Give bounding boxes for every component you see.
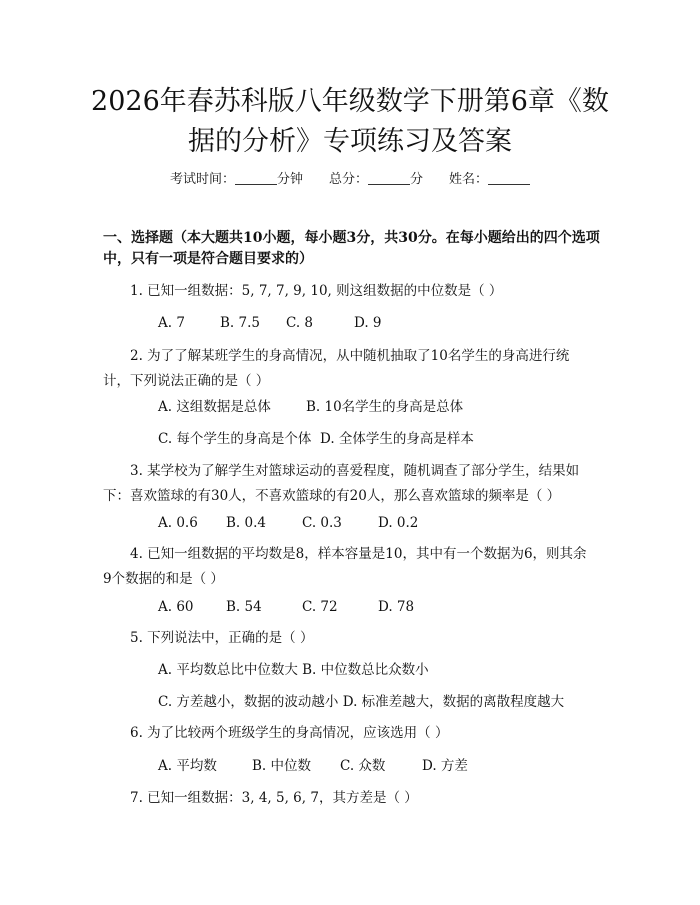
option-d: D. 全体学生的身高是样本 <box>320 431 474 447</box>
time-blank <box>235 172 277 185</box>
option-d: D. 0.2 <box>378 515 419 531</box>
option-c: C. 8 <box>286 315 314 331</box>
question-1-options <box>158 313 382 333</box>
option-b: B. 10名学生的身高是总体 <box>306 399 464 415</box>
score-unit: 分 <box>410 172 424 187</box>
option-a: A. 7 <box>158 315 185 331</box>
exam-info-line <box>0 168 700 187</box>
option-c: C. 众数 <box>340 758 386 774</box>
question-3-options <box>158 513 418 533</box>
option-c: C. 方差越小，数据的波动越小 <box>158 694 339 710</box>
time-unit: 分钟 <box>276 172 303 187</box>
option-b: B. 54 <box>226 599 262 615</box>
option-b: B. 7.5 <box>220 315 260 331</box>
section-heading: 一、选择题（本大题共10小题，每小题3分，共30分。在每小题给出的四个选项中，只有一项是符合题目要求的） <box>103 230 600 267</box>
option-d: D. 9 <box>354 315 382 331</box>
option-d: D. 78 <box>378 599 415 615</box>
question-2-options-row2 <box>158 429 474 449</box>
question-1: 1. 已知一组数据：5, 7, 7, 9, 10, 则这组数据的中位数是（ ） <box>130 283 503 299</box>
option-a: A. 平均数 <box>158 758 217 774</box>
option-d: D. 方差 <box>422 758 468 774</box>
option-b: B. 中位数总比众数小 <box>302 662 429 678</box>
option-c: C. 0.3 <box>302 515 342 531</box>
option-a: A. 0.6 <box>158 515 198 531</box>
option-c: C. 每个学生的身高是个体 <box>158 431 312 447</box>
option-a: A. 这组数据是总体 <box>158 399 271 415</box>
option-d: D. 标准差越大，数据的离散程度越大 <box>342 694 565 710</box>
page-title: 2026年春苏科版八年级数学下册第6章《数据的分析》专项练习及答案 <box>91 86 609 157</box>
question-4-options <box>158 597 414 617</box>
name-label: 姓名： <box>449 172 489 187</box>
time-label: 考试时间： <box>169 172 235 187</box>
question-7: 7. 已知一组数据：3, 4, 5, 6, 7，其方差是（ ） <box>130 790 418 806</box>
question-4: 4. 已知一组数据的平均数是8，样本容量是10，其中有一个数据为6，则其余9个数据的和是（ ） <box>103 546 587 587</box>
option-b: B. 0.4 <box>226 515 266 531</box>
option-b: B. 中位数 <box>252 758 312 774</box>
option-c: C. 72 <box>302 599 338 615</box>
question-2: 2. 为了了解某班学生的身高情况，从中随机抽取了10名学生的身高进行统计，下列说法正确的是（ ） <box>103 348 570 389</box>
name-blank <box>488 172 530 185</box>
question-5: 5. 下列说法中，正确的是（ ） <box>130 630 314 646</box>
question-5-options-row1 <box>158 660 429 680</box>
score-blank <box>368 172 410 185</box>
question-2-options-row1 <box>158 397 463 417</box>
option-a: A. 60 <box>158 599 194 615</box>
question-6: 6. 为了比较两个班级学生的身高情况，应该选用（ ） <box>130 725 449 741</box>
option-a: A. 平均数总比中位数大 <box>158 662 298 678</box>
question-5-options-row2 <box>158 692 564 712</box>
question-6-options <box>158 756 468 776</box>
question-3: 3. 某学校为了解学生对篮球运动的喜爱程度，随机调查了部分学生，结果如下：喜欢篮球的有30人，不喜欢篮球的有20人，那么喜欢篮球的频率是（ ） <box>103 463 580 504</box>
score-label: 总分： <box>328 172 368 187</box>
